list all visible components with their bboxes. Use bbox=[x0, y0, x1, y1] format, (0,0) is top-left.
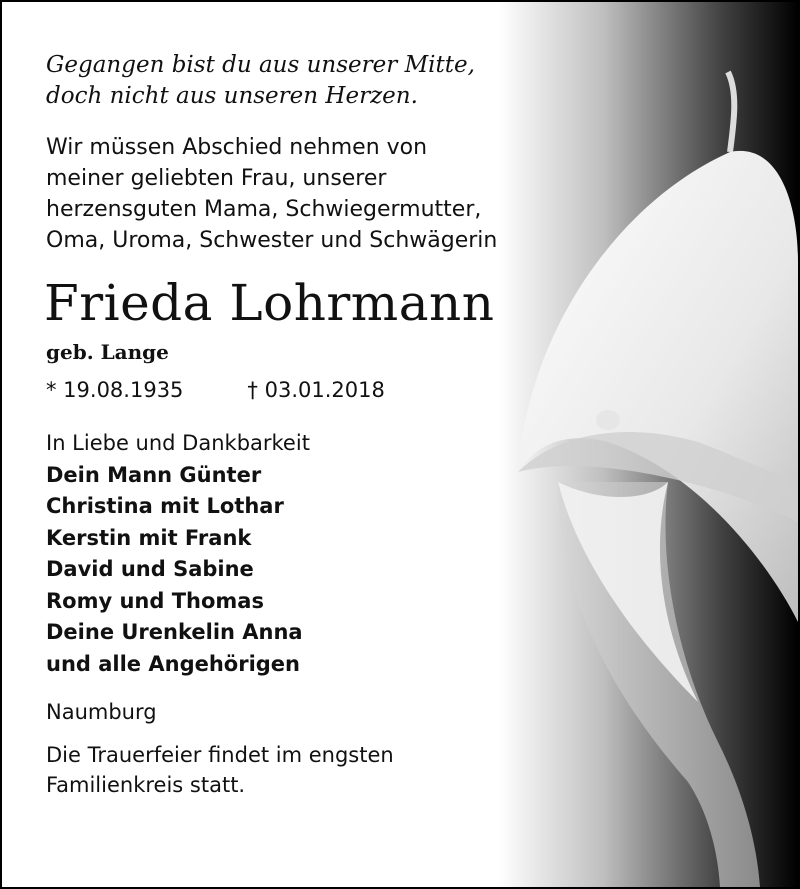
deceased-name: Frieda Lohrmann bbox=[44, 274, 495, 332]
funeral-notice bbox=[46, 740, 606, 800]
life-dates bbox=[46, 378, 606, 402]
mourner-name: Deine Urenkelin Anna bbox=[46, 620, 303, 644]
memorial-quote bbox=[46, 50, 606, 112]
notice-line: Die Trauerfeier findet im engsten bbox=[46, 743, 394, 767]
obituary-text bbox=[46, 50, 606, 800]
birth-date: * 19.08.1935 bbox=[46, 378, 184, 402]
intro-line: Oma, Uroma, Schwester und Schwägerin bbox=[46, 228, 498, 253]
intro-line: meiner geliebten Frau, unserer bbox=[46, 166, 387, 191]
farewell-intro bbox=[46, 132, 606, 256]
quote-line: doch nicht aus unseren Herzen. bbox=[46, 83, 418, 109]
mourner-name: Christina mit Lothar bbox=[46, 494, 284, 518]
mourners-list bbox=[46, 428, 606, 680]
mourner-name: Romy und Thomas bbox=[46, 588, 264, 613]
mourner-name: Dein Mann Günter bbox=[46, 462, 262, 487]
mourner-name: Kerstin mit Frank bbox=[46, 525, 252, 550]
intro-line: Wir müssen Abschied nehmen von bbox=[46, 135, 428, 160]
quote-line: Gegangen bist du aus unserer Mitte, bbox=[46, 52, 475, 78]
mourner-name: David und Sabine bbox=[46, 557, 254, 581]
intro-line: herzensguten Mama, Schwiegermutter, bbox=[46, 197, 482, 222]
mourner-name: und alle Angehörigen bbox=[46, 651, 300, 676]
maiden-name: geb. Lange bbox=[46, 340, 169, 364]
place-name: Naumburg bbox=[46, 700, 157, 724]
mourners-intro: In Liebe und Dankbarkeit bbox=[46, 431, 310, 455]
death-date: † 03.01.2018 bbox=[247, 378, 385, 402]
notice-line: Familienkreis statt. bbox=[46, 773, 246, 797]
